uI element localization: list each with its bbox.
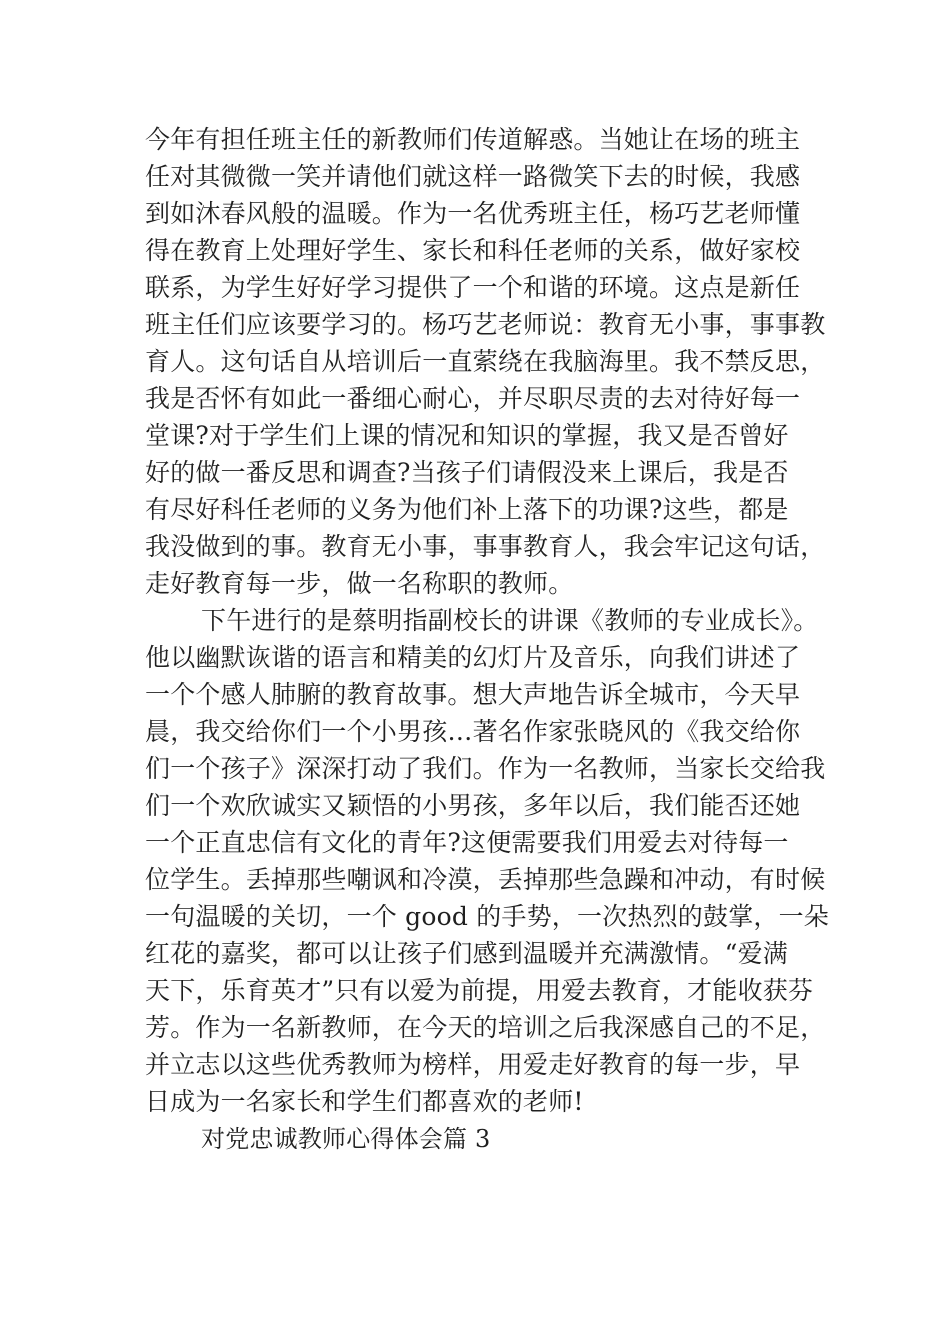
paragraph-line: 下午进行的是蔡明指副校长的讲课《教师的专业成长》。 [201,606,819,635]
paragraph-line: 一句温暖的关切，一个 good 的手势，一次热烈的鼓掌，一朵 [145,902,830,931]
paragraph-line: 有尽好科任老师的义务为他们补上落下的功课?这些，都是 [145,495,789,524]
paragraph-line: 芳。作为一名新教师，在今天的培训之后我深感自己的不足， [145,1013,826,1042]
paragraph-line: 班主任们应该要学习的。杨巧艺老师说：教育无小事，事事教 [145,310,826,339]
paragraph-line: 育人。这句话自从培训后一直萦绕在我脑海里。我不禁反思， [145,347,826,376]
paragraph-line: 走好教育每一步，做一名称职的教师。 [145,569,574,598]
paragraph-line: 联系，为学生好好学习提供了一个和谐的环境。这点是新任 [145,273,801,302]
paragraph-line: 任对其微微一笑并请他们就这样一路微笑下去的时候，我感 [145,162,801,191]
paragraph-line: 日成为一名家长和学生们都喜欢的老师! [145,1087,584,1116]
section-heading: 对党忠诚教师心得体会篇 3 [201,1125,491,1153]
paragraph-line: 到如沐春风般的温暖。作为一名优秀班主任，杨巧艺老师懂 [145,199,801,228]
paragraph-line: 们一个欢欣诚实又颖悟的小男孩，多年以后，我们能否还她 [145,791,801,820]
paragraph-line: 一个个感人肺腑的教育故事。想大声地告诉全城市，今天早 [145,680,801,709]
paragraph-line: 得在教育上处理好学生、家长和科任老师的关系，做好家校 [145,236,801,265]
paragraph-line: 并立志以这些优秀教师为榜样，用爱走好教育的每一步，早 [145,1050,801,1079]
paragraph-line: 天下，乐育英才”只有以爱为前提，用爱去教育，才能收获芬 [145,976,814,1005]
paragraph-line: 一个正直忠信有文化的青年?这便需要我们用爱去对待每一 [145,828,789,857]
paragraph-line: 他以幽默诙谐的语言和精美的幻灯片及音乐，向我们讲述了 [145,643,801,672]
paragraph-line: 红花的嘉奖，都可以让孩子们感到温暖并充满激情。“爱满 [145,939,788,968]
paragraph-line: 好的做一番反思和调查?当孩子们请假没来上课后，我是否 [145,458,789,487]
paragraph-line: 今年有担任班主任的新教师们传道解惑。当她让在场的班主 [145,125,801,154]
paragraph-line: 们一个孩子》深深打动了我们。作为一名教师，当家长交给我 [145,754,826,783]
paragraph-line: 位学生。丢掉那些嘲讽和冷漠，丢掉那些急躁和冲动，有时候 [145,865,826,894]
paragraph-line: 晨，我交给你们一个小男孩…著名作家张晓风的《我交给你 [145,717,801,746]
paragraph-line: 我没做到的事。教育无小事，事事教育人，我会牢记这句话， [145,532,826,561]
paragraph-line: 我是否怀有如此一番细心耐心，并尽职尽责的去对待好每一 [145,384,801,413]
paragraph-line: 堂课?对于学生们上课的情况和知识的掌握，我又是否曾好 [145,421,789,450]
